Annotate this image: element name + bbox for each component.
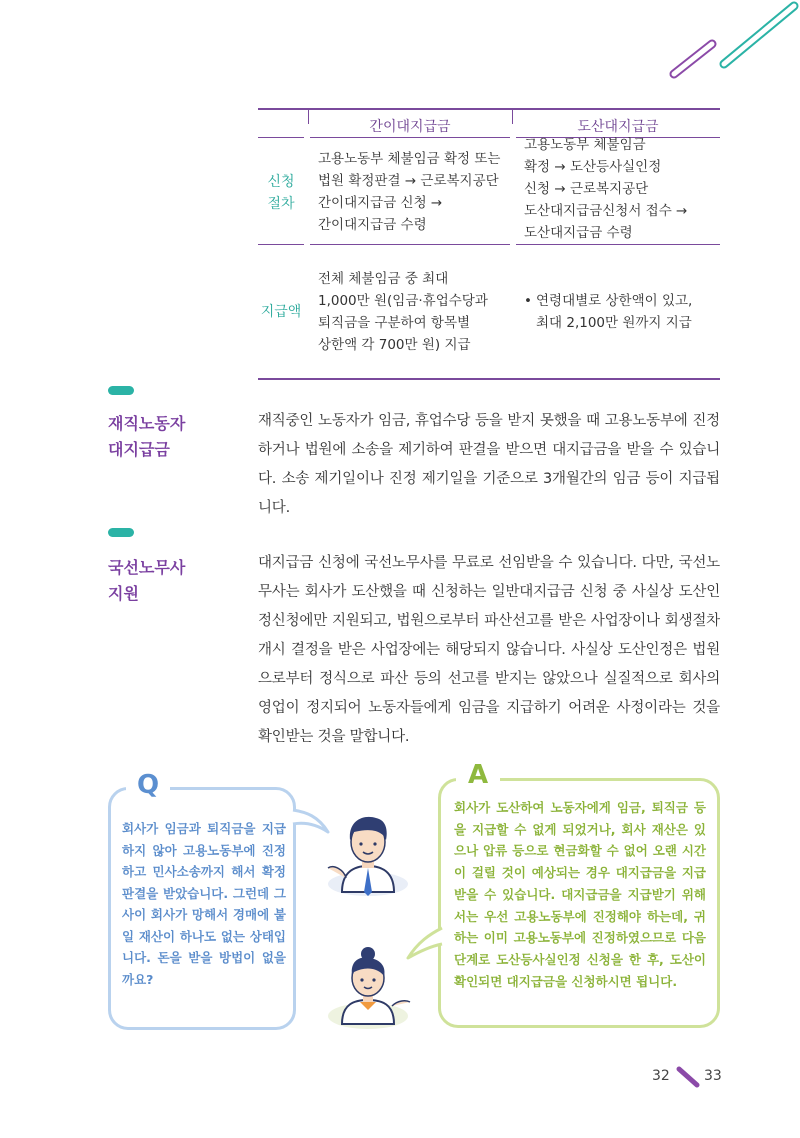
cell-amount-bullet: • <box>524 293 532 309</box>
question-letter: Q <box>126 770 170 804</box>
section-title-employed-worker: 재직노동자 대지급금 <box>108 414 186 459</box>
section-title-public-labor-attorney: 국선노무사 지원 <box>108 558 186 603</box>
section-body-public-labor-attorney: 대지급금 신청에 국선노무사를 무료로 선임받을 수 있습니다. 다만, 국선노무사는 회사가 도산했을 때 신청하는 일반대지급금 신청 중 사실상 도산인정신청에만 지원되고, 법원으로부터 파산선고를 받은 사업장이나 회생절차개시 결정을 받은 사업장에는 해당되지 않습니다. 사실상 도산인정은 법원으로부터 정식으로 파산 등의 선고를 받지는 않았으나 실질적으로 회사의 영업이 정지되어 노동자들에게 임금을 지급하기 어려운 사정이라는 것을 확인받는 것을 말합니다. <box>258 555 720 745</box>
page-divider-slash <box>676 1066 700 1088</box>
corner-decoration <box>660 0 800 90</box>
cell-procedure-simple: 고용노동부 체불임금 확정 또는 법원 확정판결 → 근로복지공단 간이대지급금 신청 → 간이대지급금 수령 <box>318 151 501 233</box>
answer-text: 회사가 도산하여 노동자에게 임금, 퇴직금 등을 지급할 수 없게 되었거나, 회사 재산은 있으나 압류 등으로 현금화할 수 없어 오랜 시간이 걸릴 것이 예상되는 경우 대지급금을 지급받을 수 있습니다. 대지급금을 지급받기 위해서는 우선 고용노동부에 진정해야 하는데, 귀하는 이미 고용노동부에 진정하였으므로 다음 단계로 도산등사실인정 신청을 한 후, 도산이 확인되면 대지급금을 신청하시면 됩니다. <box>454 800 706 989</box>
cell-amount-simple: 전체 체불임금 중 최대 1,000만 원(임금·휴업수당과 퇴직금을 구분하여 항목별 상한액 각 700만 원) 지급 <box>318 271 488 353</box>
cell-procedure-bankruptcy: 고용노동부 체불임금 확정 → 도산등사실인정 신청 → 근로복지공단 도산대지급금신청서 접수 → 도산대지급금 수령 <box>524 137 688 241</box>
male-worker-avatar <box>324 806 408 898</box>
row-label-procedure: 신청 절차 <box>267 174 295 212</box>
cell-amount-bankruptcy: 연령대별로 상한액이 있고, 최대 2,100만 원까지 지급 <box>536 293 693 331</box>
page-number-right: 33 <box>704 1068 722 1084</box>
answer-letter: A <box>456 760 500 794</box>
question-text: 회사가 임금과 퇴직금을 지급하지 않아 고용노동부에 진정하고 민사소송까지 해서 확정판결을 받았습니다. 그런데 그 사이 회사가 망해서 경매에 붙일 재산이 하나도 없는 상태입니다. 돈을 받을 방법이 없을까요? <box>122 821 286 987</box>
table-header-simple: 간이대지급금 <box>369 119 451 135</box>
female-worker-avatar <box>326 944 412 1030</box>
table-header-bankruptcy: 도산대지급금 <box>577 119 659 135</box>
row-label-amount: 지급액 <box>260 304 302 320</box>
page-number-left: 32 <box>652 1068 670 1084</box>
section-body-employed-worker: 재직중인 노동자가 임금, 휴업수당 등을 받지 못했을 때 고용노동부에 진정하거나 법원에 소송을 제기하여 판결을 받으면 대지급금을 받을 수 있습니다. 소송 제기일이나 진정 제기일을 기준으로 3개월간의 임금 등이 지급됩니다. <box>258 413 720 516</box>
section-marker <box>108 528 134 537</box>
section-marker <box>108 386 134 395</box>
